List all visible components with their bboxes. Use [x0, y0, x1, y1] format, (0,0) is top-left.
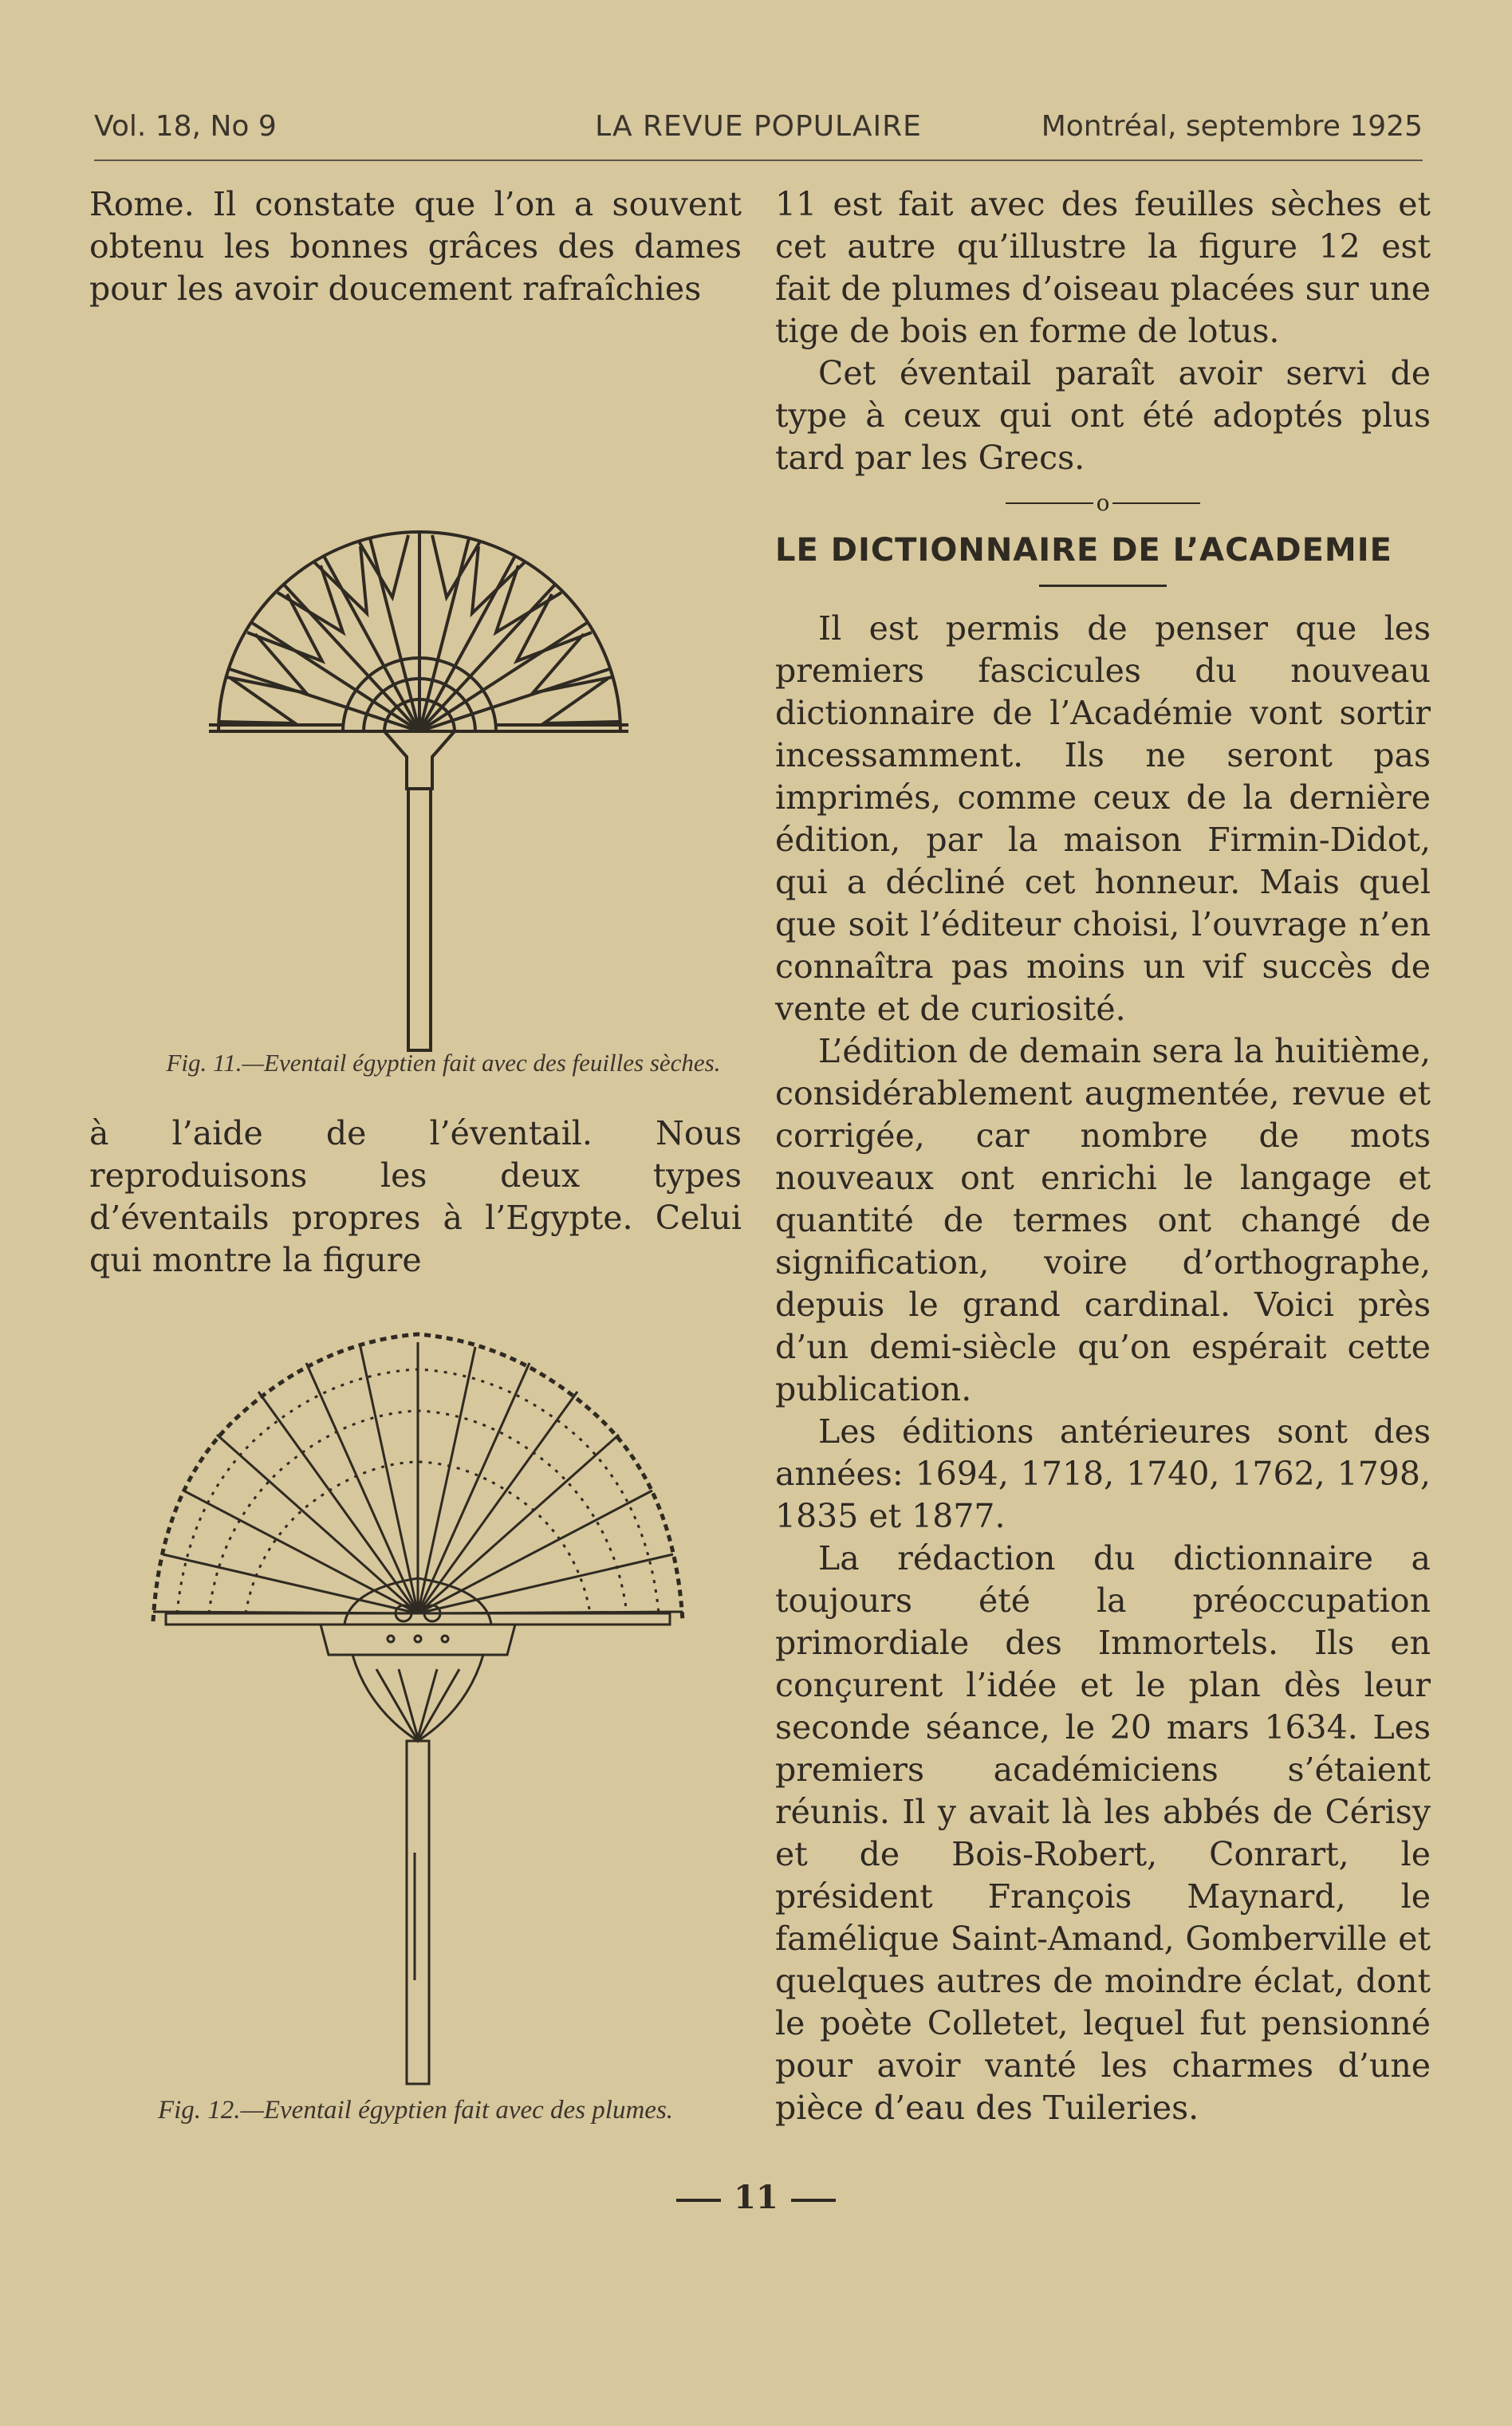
left-column	[89, 183, 742, 2135]
left-paragraph-1: Rome. Il constate que l’on a souvent obtenu les bonnes grâces des dames pour les avoir doucement rafraîchies	[89, 185, 742, 308]
volume-issue: Vol. 18, No 9	[94, 110, 277, 143]
separator-line-right	[1112, 502, 1200, 504]
article-paragraph-4: La rédaction du dictionnaire a toujours été la préoccupation primordiale des Immortels. Ils en conçurent l’idée et le plan dès leur seconde séance, le 20 mars 1634. Les premiers académiciens s’étaient réunis. Il y avait là les abbés de Cérisy et de Bois-Robert, Conrart, le président François Maynard, le famélique Saint-Amand, Gomberville et quelques autres de moindre éclat, dont le poète Colletet, lequel fut pensionné pour avoir vanté les charmes d’une pièce d’eau des Tuileries.	[775, 1538, 1431, 2127]
header-rule	[94, 160, 1423, 161]
article-paragraph-1: Il est permis de penser que les premiers fascicules du nouveau dictionnaire de l’Académie vont sortir incessamment. Ils ne seront pas imprimés, comme ceux de la dernière édition, par la maison Firmin-Didot, qui a décliné cet honneur. Mais quel que soit l’éditeur choisi, l’ouvrage n’en connaîtra pas moins un vif succès de vente et de curiosité.	[775, 608, 1431, 1028]
figure-12	[89, 1282, 742, 2135]
left-paragraph-2: à l’aide de l’éventail. Nous reproduisons les deux types d’éventails propres à l’Egypte. Celui qui montre la figure	[89, 1114, 742, 1279]
feather-fan-illustration	[89, 1294, 742, 2092]
page-number-dash-right	[791, 2199, 836, 2202]
right-column	[775, 183, 1431, 2129]
page-number	[0, 2179, 1512, 2216]
figure-11	[89, 310, 742, 1100]
figure-12-caption: Fig. 12.—Eventail égyptien fait avec des plumes.	[157, 2096, 674, 2125]
running-header	[94, 105, 1423, 152]
article-paragraph-2: L’édition de demain sera la huitième, considérablement augmentée, revue et corrigée, car nombre de mots nouveaux ont enrichi le langage et quantité de termes ont changé de signification, voire d’orthographe, depuis le grand cardinal. Voici près d’un demi-siècle qu’on espérait cette publication.	[775, 1031, 1431, 1408]
place-date: Montréal, septembre 1925	[1041, 110, 1423, 143]
publication-title: LA REVUE POPULAIRE	[595, 110, 922, 143]
figure-11-caption: Fig. 11.—Eventail égyptien fait avec des feuilles sèches.	[166, 1049, 721, 1077]
title-rule	[1039, 585, 1167, 587]
leaf-fan-illustration	[89, 326, 742, 1060]
article-paragraph-3: Les éditions antérieures sont des années: 1694, 1718, 1740, 1762, 1798, 1835 et 1877.	[775, 1412, 1431, 1535]
separator-line-left	[1006, 502, 1093, 504]
page-number-value: 11	[734, 2179, 778, 2216]
section-separator	[775, 486, 1431, 519]
article-title: LE DICTIONNAIRE DE L’ACADEMIE	[775, 531, 1392, 569]
page-number-dash-left	[676, 2199, 721, 2202]
right-paragraph-1: 11 est fait avec des feuilles sèches et cet autre qu’illustre la figure 12 est fait de plumes d’oiseau placées sur une tige de bois en forme de lotus.	[775, 185, 1431, 350]
right-paragraph-2: Cet éventail paraît avoir servi de type à ceux qui ont été adoptés plus tard par les Grecs.	[775, 354, 1431, 477]
separator-ornament: o	[1096, 489, 1110, 516]
